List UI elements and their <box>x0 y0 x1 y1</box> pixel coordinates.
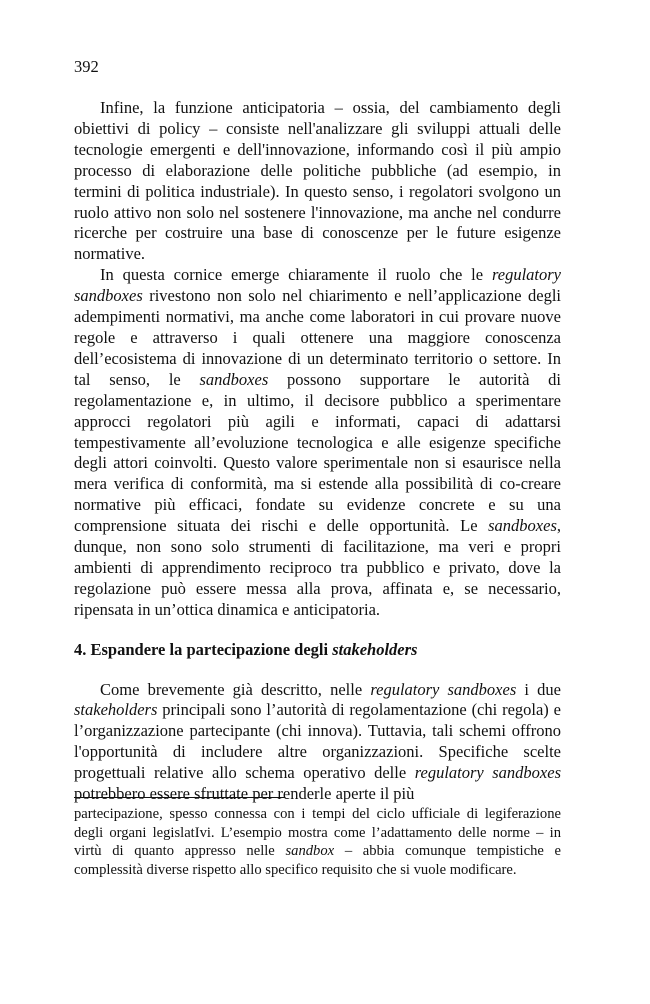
text-run: potrebbero essere sfruttate per renderle aperte il più <box>74 784 415 804</box>
text-run: partecipazione, spesso connessa con i tempi del ciclo ufficiale di legiferazione degli organi legislatIvi. L’esempio mostra come l’adattamento delle norme – in virtù di quanto appresso nelle <box>74 806 561 860</box>
section-heading <box>74 640 561 661</box>
paragraph-anticipatory-function <box>74 98 561 265</box>
text-run: principali sono l’autorità di regolamentazione (chi regola) e l’organizzazione partecipante (chi innova). Tuttavia, tali schemi offrono l'opportunità di includere altre organizzazioni. Specifiche scelte progettuali relative allo schema operativo delle <box>74 700 561 783</box>
italic-term: sandbox <box>285 843 335 860</box>
text-run: , dunque, non sono solo strumenti di facilitazione, ma veri e propri ambienti di apprendimento reciproco tra pubblico e privato, dove la regolazione può essere messa alla prova, affinata e, se necessario, ripensata in un’ottica dinamica e anticipatoria. <box>74 516 561 619</box>
page-number: 392 <box>74 57 99 76</box>
italic-term: stakeholders <box>332 639 418 659</box>
italic-term: sandboxes <box>488 516 557 536</box>
text-run: 4. Espandere la partecipazione degli <box>74 639 333 659</box>
paragraph-stakeholders <box>74 680 561 805</box>
text-run: Come brevemente già descritto, nelle <box>100 679 371 699</box>
text-run: possono supportare le autorità di regolamentazione e, in ultimo, il decisore pubblico a sperimentare approcci regolatori più agili e informati, capaci di adattarsi tempestivamente all’evoluzione tecnologica e alle esigenze specifiche degli attori coinvolti. Questo valore sperimentale non si esaurisce nella mera verifica di conformità, ma si estende alla possibilità di co-creare normative più efficaci, fondate su evidenze concrete e su una comprensione situata dei rischi e delle opportunità. Le <box>74 369 561 536</box>
italic-term: regulatory sandboxes <box>370 679 517 699</box>
italic-term: sandboxes <box>199 369 269 389</box>
italic-term: stakeholders <box>74 700 158 720</box>
paragraph-sandboxes-role <box>74 265 561 620</box>
text-run: i due <box>516 679 561 699</box>
text-run: Infine, la funzione anticipatoria – ossia, del cambiamento degli obiettivi di policy – consiste nell'analizzare gli sviluppi attuali delle tecnologie emergenti e dell'innovazione, informando così il più ampio processo di elaborazione delle politiche pubbliche (ad esempio, in termini di politica industriale). In questo senso, i regolatori svolgono un ruolo attivo non solo nel sostenere l'innovazione, ma anche nel condurre ricerche per costruire una base di conoscenze per le future esigenze normative. <box>74 98 561 264</box>
text-run: In questa cornice emerge chiaramente il ruolo che le <box>100 265 492 285</box>
body-text <box>74 98 561 805</box>
footnote-text <box>74 805 561 879</box>
footnote-divider <box>74 797 285 798</box>
italic-term: regulatory sandboxes <box>414 763 561 783</box>
text-run: rivestono non solo nel chiarimento e nell’applicazione degli adempimenti normativi, ma anche come laboratori in cui provare nuove regole e attraverso i quali ottenere una maggiore conoscenza dell’ecosistema di innovazione di un determinato territorio o settore. In tal senso, le <box>74 286 561 389</box>
text-run: – abbia comunque tempistiche e complessità diverse rispetto allo specifico requisito che si vuole modificare. <box>74 843 561 878</box>
italic-term: regulatory sandboxes <box>74 265 561 306</box>
